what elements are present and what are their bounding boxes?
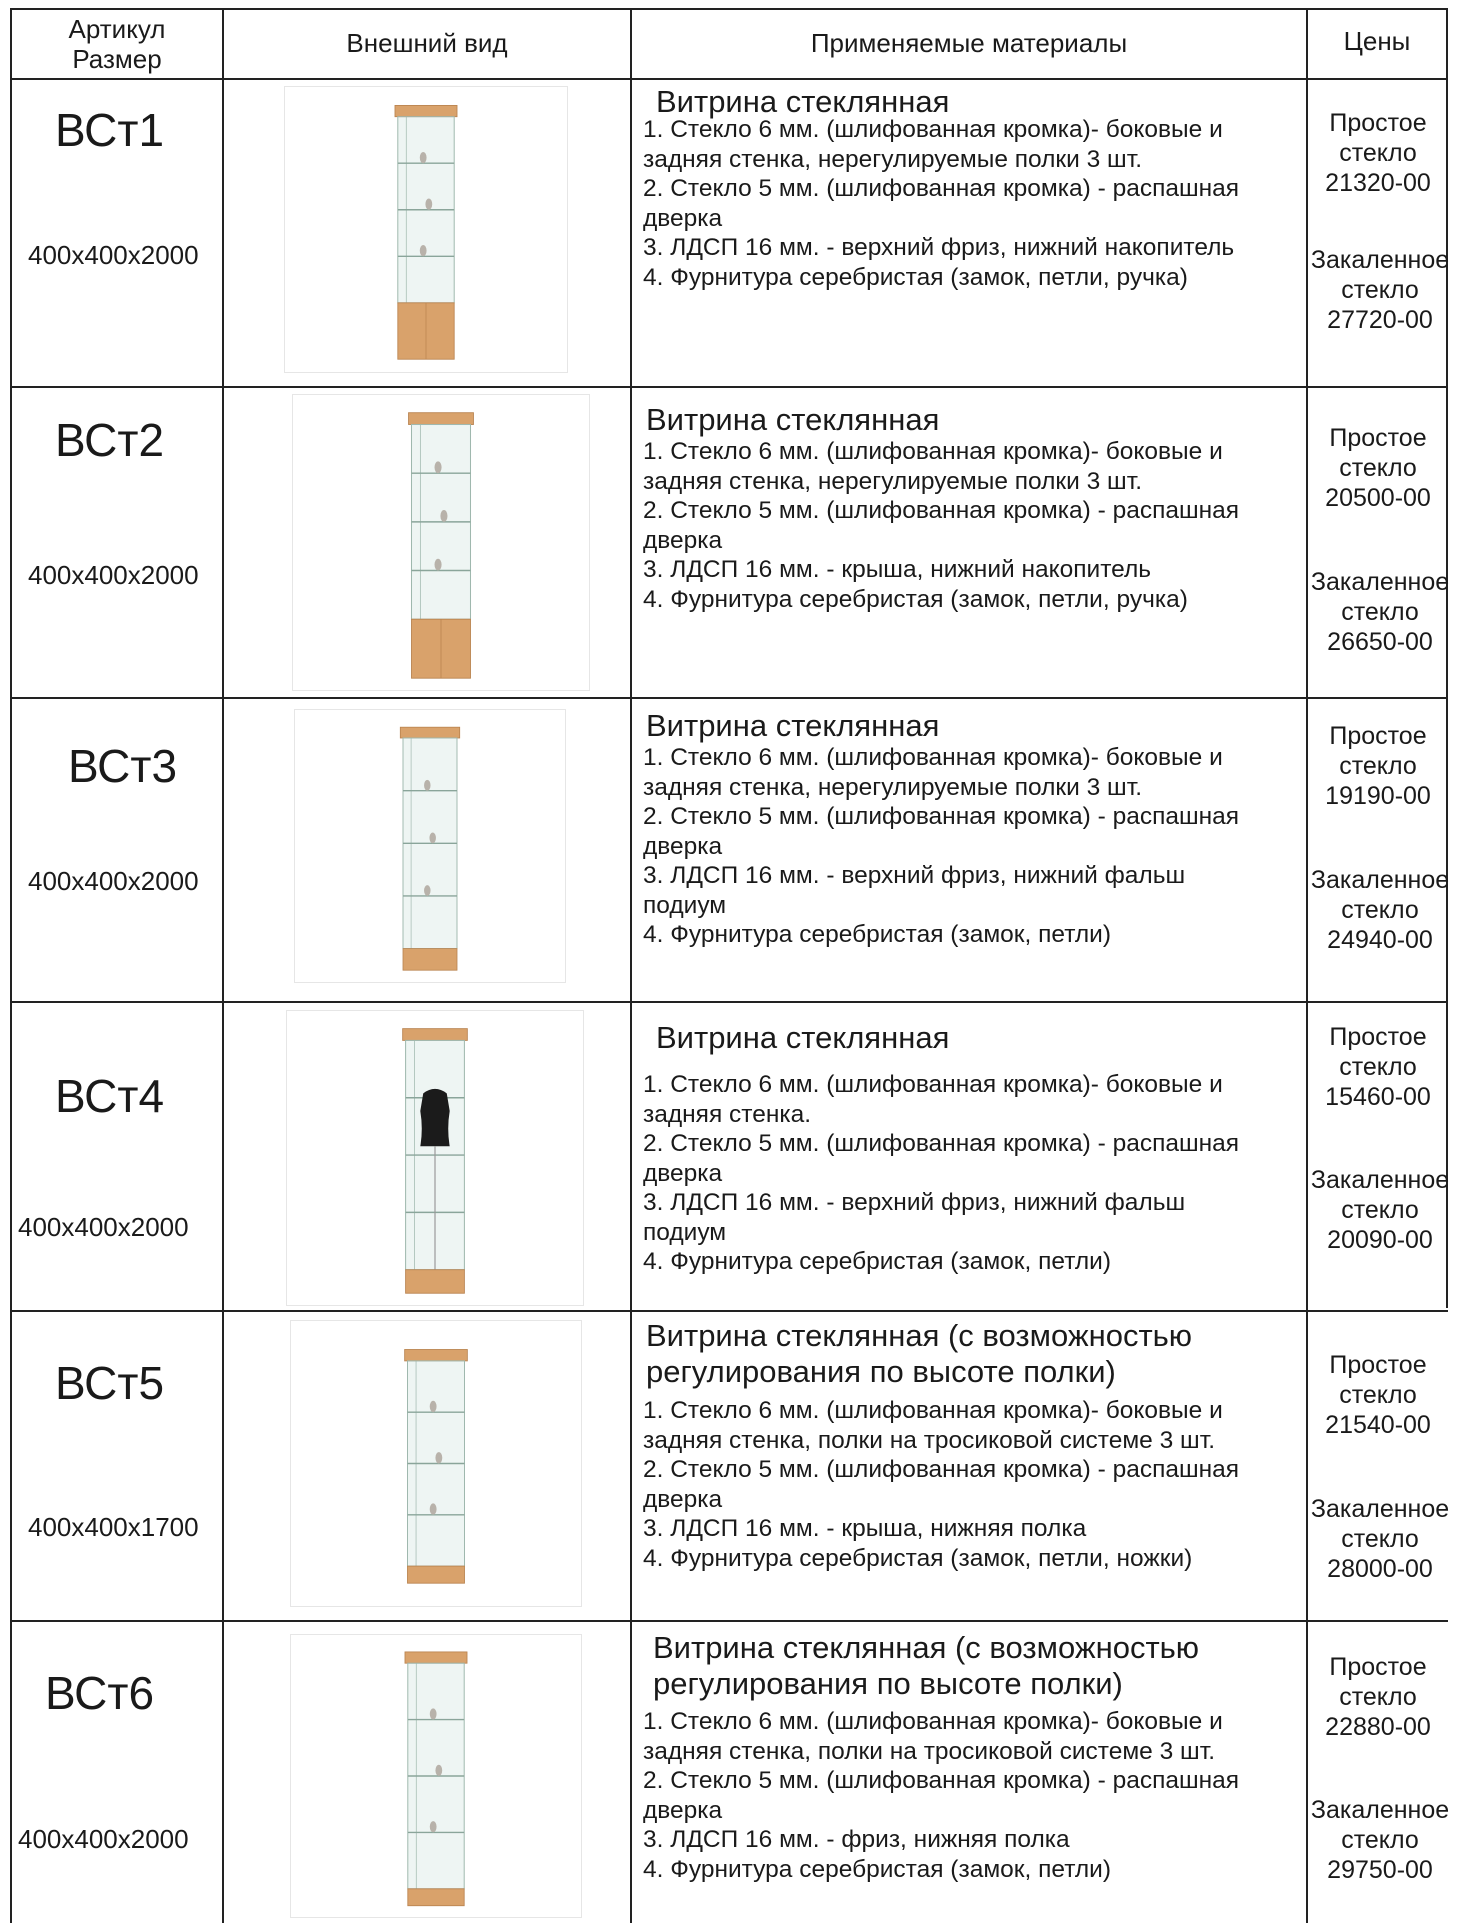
product-size: 400x400x2000	[28, 560, 199, 590]
header-code-size	[12, 14, 222, 74]
product-code: ВСт1	[55, 104, 165, 156]
table-rule	[630, 8, 632, 1923]
showcase-drawing	[395, 105, 457, 359]
price-tempered-glass: Закаленное стекло 29750-00	[1310, 1796, 1450, 1884]
product-image	[294, 709, 566, 983]
price-tempered-glass: Закаленное стекло 24940-00	[1310, 866, 1450, 954]
decor-item	[430, 1821, 437, 1832]
cabinet-base	[403, 949, 457, 971]
table-rule	[10, 1310, 1448, 1312]
table-rule	[10, 1620, 1448, 1622]
price-simple-glass: Простое стекло 21320-00	[1325, 109, 1431, 197]
decor-item	[435, 461, 442, 473]
product-size: 400x400x2000	[28, 240, 199, 270]
materials-list: 1. Стекло 6 мм. (шлифованная кромка)- боковые и задняя стенка. 2. Стекло 5 мм. (шлифованная кромка) - распашная дверка 3. ЛДСП 16 мм. - верхний фриз, нижний фальш подиум 4. Фурнитура серебристая (замок, петли)	[643, 1071, 1240, 1275]
price-simple-glass: Простое стекло 19190-00	[1325, 722, 1431, 810]
cabinet-top	[405, 1350, 468, 1361]
price-simple-glass: Простое стекло 20500-00	[1325, 424, 1431, 512]
product-title: Витрина стеклянная	[656, 84, 950, 119]
table-rule	[1446, 8, 1448, 1308]
materials-list: 1. Стекло 6 мм. (шлифованная кромка)- боковые и задняя стенка, полки на тросиковой системе 3 шт. 2. Стекло 5 мм. (шлифованная кромка) - распашная дверка 3. ЛДСП 16 мм. - фриз, нижняя полка 4. Фурнитура серебристая (замок, петли)	[643, 1708, 1240, 1883]
decor-item	[435, 559, 442, 571]
decor-item	[425, 198, 432, 209]
product-title: Витрина стеклянная	[646, 402, 940, 437]
cabinet-base	[408, 1889, 464, 1906]
showcase-drawing	[403, 1029, 468, 1294]
price-tempered-glass: Закаленное стекло 20090-00	[1310, 1166, 1450, 1254]
product-size: 400x400x1700	[28, 1512, 199, 1542]
decor-item	[424, 780, 430, 791]
header-view: Внешний вид	[346, 28, 508, 58]
cabinet-base	[408, 1566, 465, 1583]
product-image	[286, 1010, 584, 1306]
showcase-illustration	[295, 710, 565, 982]
table-rule	[10, 78, 1448, 80]
showcase-drawing	[405, 1350, 468, 1584]
product-size: 400x400x2000	[28, 866, 199, 896]
decor-item	[435, 1765, 442, 1776]
product-size: 400x400x2000	[18, 1212, 189, 1242]
product-code: ВСт6	[45, 1667, 155, 1719]
decor-item	[435, 1452, 442, 1463]
showcase-illustration	[291, 1321, 581, 1606]
product-size: 400x400x2000	[18, 1824, 189, 1854]
cabinet-top	[403, 1029, 468, 1041]
price-simple-glass: Простое стекло 22880-00	[1325, 1653, 1431, 1741]
price-simple-glass: Простое стекло 21540-00	[1325, 1351, 1431, 1439]
product-title: Витрина стеклянная (с возможностью регулирования по высоте полки)	[653, 1630, 1200, 1701]
cabinet-top	[409, 413, 474, 425]
table-rule	[222, 8, 224, 1923]
table-rule	[10, 386, 1448, 388]
decor-item	[420, 245, 427, 256]
price-tempered-glass: Закаленное стекло 27720-00	[1310, 246, 1450, 334]
header-materials: Применяемые материалы	[810, 28, 1128, 58]
materials-list: 1. Стекло 6 мм. (шлифованная кромка)- боковые и задняя стенка, нерегулируемые полки 3 шт. 2. Стекло 5 мм. (шлифованная кромка) - распашная дверка 3. ЛДСП 16 мм. - верхний фриз, нижний фальш подиум 4. Фурнитура серебристая (замок, петли)	[643, 744, 1240, 948]
showcase-illustration	[291, 1635, 581, 1917]
product-code: ВСт3	[68, 740, 178, 792]
decor-item	[420, 152, 427, 163]
showcase-illustration	[285, 87, 567, 372]
header-prices: Цены	[1343, 26, 1411, 56]
decor-item	[430, 1401, 437, 1412]
table-rule	[10, 1001, 1448, 1003]
cabinet-base	[406, 1270, 465, 1294]
header-code-label: Артикул	[68, 14, 166, 44]
price-tempered-glass: Закаленное стекло 26650-00	[1310, 568, 1450, 656]
table-rule	[10, 8, 12, 1923]
showcase-illustration	[293, 395, 589, 690]
decor-item	[429, 833, 435, 844]
product-code: ВСт4	[55, 1070, 165, 1122]
product-code: ВСт2	[55, 414, 165, 466]
materials-list: 1. Стекло 6 мм. (шлифованная кромка)- боковые и задняя стенка, нерегулируемые полки 3 шт. 2. Стекло 5 мм. (шлифованная кромка) - распашная дверка 3. ЛДСП 16 мм. - крыша, нижний накопитель 4. Фурнитура серебристая (замок, петли, ручка)	[643, 438, 1240, 613]
mannequin	[420, 1089, 449, 1146]
price-simple-glass: Простое стекло 15460-00	[1325, 1023, 1431, 1111]
decor-item	[424, 885, 430, 896]
header-size-label: Размер	[72, 44, 162, 74]
materials-list: 1. Стекло 6 мм. (шлифованная кромка)- боковые и задняя стенка, полки на тросиковой системе 3 шт. 2. Стекло 5 мм. (шлифованная кромка) - распашная дверка 3. ЛДСП 16 мм. - крыша, нижняя полка 4. Фурнитура серебристая (замок, петли, ножки)	[643, 1397, 1240, 1572]
showcase-illustration	[287, 1011, 583, 1305]
showcase-drawing	[405, 1652, 467, 1906]
showcase-drawing	[409, 413, 474, 679]
product-title: Витрина стеклянная (с возможностью регулирования по высоте полки)	[646, 1318, 1193, 1389]
table-rule	[10, 8, 1448, 10]
cabinet-top	[405, 1652, 467, 1663]
product-image	[290, 1634, 582, 1918]
decor-item	[430, 1503, 437, 1514]
product-image	[290, 1320, 582, 1607]
materials-list: 1. Стекло 6 мм. (шлифованная кромка)- боковые и задняя стенка, нерегулируемые полки 3 шт. 2. Стекло 5 мм. (шлифованная кромка) - распашная дверка 3. ЛДСП 16 мм. - верхний фриз, нижний накопитель 4. Фурнитура серебристая (замок, петли, ручка)	[643, 116, 1240, 291]
cabinet-top	[400, 727, 459, 738]
product-code: ВСт5	[55, 1357, 165, 1409]
table-rule	[10, 697, 1448, 699]
price-tempered-glass: Закаленное стекло 28000-00	[1310, 1495, 1450, 1583]
product-title: Витрина стеклянная	[646, 708, 940, 743]
table-rule	[1306, 8, 1308, 1923]
showcase-drawing	[400, 727, 459, 970]
product-title: Витрина стеклянная	[656, 1020, 950, 1055]
product-image	[292, 394, 590, 691]
decor-item	[440, 510, 447, 522]
cabinet-top	[395, 105, 457, 116]
decor-item	[430, 1708, 437, 1719]
product-image	[284, 86, 568, 373]
